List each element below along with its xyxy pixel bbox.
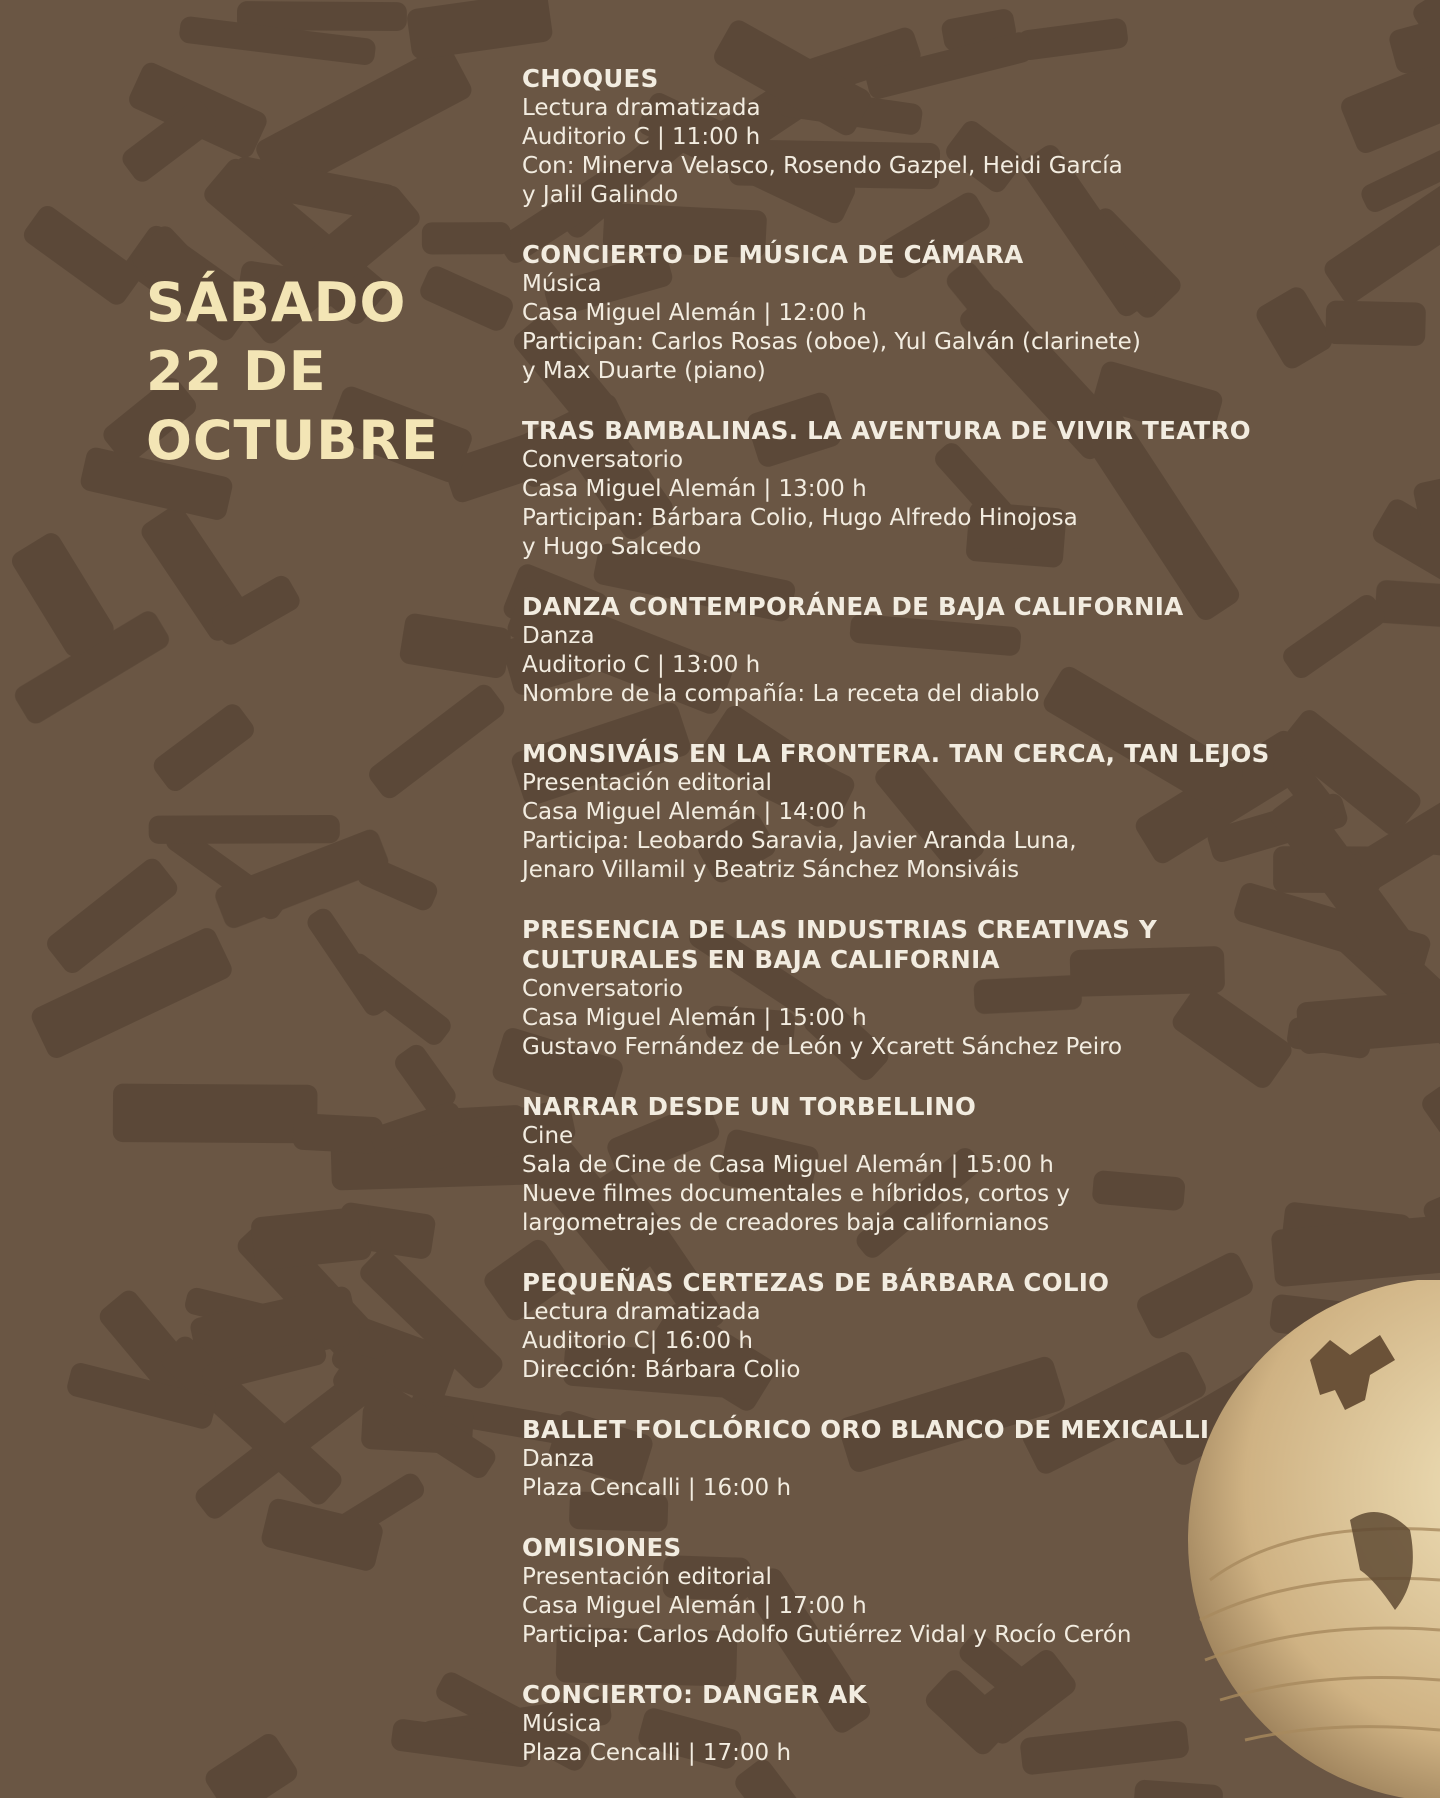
brush-stroke [1418, 1082, 1440, 1191]
event-details: y Jalil Galindo [522, 182, 679, 208]
event-venue-time: Casa Miguel Alemán | 12:00 h [522, 300, 867, 326]
date-weekday: SÁBADO [146, 271, 407, 334]
event-item [522, 592, 1302, 709]
event-item [522, 416, 1302, 562]
event-venue-time: Auditorio C | 11:00 h [522, 124, 761, 150]
date-day: 22 DE [146, 340, 327, 403]
brush-stroke [304, 905, 394, 1020]
event-title: CULTURALES EN BAJA CALIFORNIA [522, 945, 1000, 974]
event-title: MONSIVÁIS EN LA FRONTERA. TAN CERCA, TAN LEJOS [522, 739, 1270, 768]
event-details: Participan: Carlos Rosas (oboe), Yul Galván (clarinete) [522, 329, 1141, 355]
event-category: Danza [522, 623, 595, 649]
event-title: PRESENCIA DE LAS INDUSTRIAS CREATIVAS Y [522, 915, 1158, 944]
brush-stroke [1374, 580, 1440, 632]
date-month: OCTUBRE [146, 409, 439, 472]
brush-stroke [8, 529, 117, 660]
brush-stroke [365, 681, 508, 802]
event-title: CONCIERTO DE MÚSICA DE CÁMARA [522, 240, 1024, 269]
event-details: largometrajes de creadores baja californianos [522, 1210, 1050, 1236]
event-category: Lectura dramatizada [522, 1299, 761, 1325]
event-details: Nueve filmes documentales e híbridos, cortos y [522, 1181, 1071, 1207]
event-venue-time: Casa Miguel Alemán | 13:00 h [522, 476, 867, 502]
event-details: y Max Duarte (piano) [522, 358, 766, 384]
event-category: Música [522, 1711, 602, 1737]
event-category: Conversatorio [522, 976, 684, 1002]
event-details: Participa: Carlos Adolfo Gutiérrez Vidal y Rocío Cerón [522, 1622, 1132, 1648]
event-title: BALLET FOLCLÓRICO ORO BLANCO DE MEXICALLI [522, 1415, 1210, 1444]
event-category: Presentación editorial [522, 770, 772, 796]
event-details: Nombre de la compañía: La receta del diablo [522, 681, 1040, 707]
brush-stroke [422, 222, 511, 254]
event-category: Danza [522, 1446, 595, 1472]
event-item [522, 240, 1302, 386]
event-category: Cine [522, 1123, 574, 1149]
event-title: NARRAR DESDE UN TORBELLINO [522, 1092, 977, 1121]
event-venue-time: Casa Miguel Alemán | 17:00 h [522, 1593, 867, 1619]
brush-stroke [149, 815, 340, 844]
event-item [522, 1092, 1302, 1238]
brush-stroke [202, 1730, 301, 1798]
event-venue-time: Casa Miguel Alemán | 15:00 h [522, 1005, 867, 1031]
event-venue-time: Sala de Cine de Casa Miguel Alemán | 15:00 h [522, 1152, 1054, 1178]
event-details: y Hugo Salcedo [522, 534, 702, 560]
brush-stroke [398, 612, 512, 679]
event-title: PEQUEÑAS CERTEZAS DE BÁRBARA COLIO [522, 1268, 1110, 1297]
brush-stroke [113, 1084, 318, 1144]
event-details: Participan: Bárbara Colio, Hugo Alfredo Hinojosa [522, 505, 1078, 531]
date-heading [146, 268, 439, 475]
event-title: TRAS BAMBALINAS. LA AVENTURA DE VIVIR TEATRO [522, 416, 1251, 445]
brush-stroke [1296, 990, 1440, 1055]
event-details: Dirección: Bárbara Colio [522, 1357, 801, 1383]
event-details: Participa: Leobardo Saravia, Javier Aranda Luna, [522, 828, 1077, 854]
event-item [522, 739, 1302, 885]
brush-stroke [250, 1206, 372, 1271]
brush-stroke [20, 202, 144, 308]
event-title: DANZA CONTEMPORÁNEA DE BAJA CALIFORNIA [522, 592, 1184, 621]
event-item [522, 915, 1302, 1062]
event-category: Música [522, 271, 602, 297]
event-title: CHOQUES [522, 64, 659, 93]
brush-stroke [406, 0, 554, 60]
event-category: Conversatorio [522, 447, 684, 473]
event-category: Lectura dramatizada [522, 95, 761, 121]
brush-stroke [150, 700, 258, 795]
event-title: CONCIERTO: DANGER AK [522, 1680, 867, 1709]
event-item [522, 64, 1302, 210]
event-details: Con: Minerva Velasco, Rosendo Gazpel, Heidi García [522, 153, 1123, 179]
event-venue-time: Auditorio C| 16:00 h [522, 1328, 753, 1354]
brush-stroke [1325, 300, 1426, 346]
event-category: Presentación editorial [522, 1564, 772, 1590]
brush-stroke [1017, 17, 1129, 61]
event-venue-time: Plaza Cencalli | 17:00 h [522, 1740, 792, 1766]
event-details: Gustavo Fernández de León y Xcarett Sánchez Peiro [522, 1034, 1123, 1060]
event-venue-time: Plaza Cencalli | 16:00 h [522, 1475, 792, 1501]
event-title: OMISIONES [522, 1533, 682, 1562]
decorative-globe-illustration [1150, 1280, 1440, 1798]
event-venue-time: Auditorio C | 13:00 h [522, 652, 761, 678]
event-details: Jenaro Villamil y Beatriz Sánchez Monsiváis [522, 857, 1020, 883]
brush-stroke [292, 1113, 383, 1154]
event-venue-time: Casa Miguel Alemán | 14:00 h [522, 799, 867, 825]
